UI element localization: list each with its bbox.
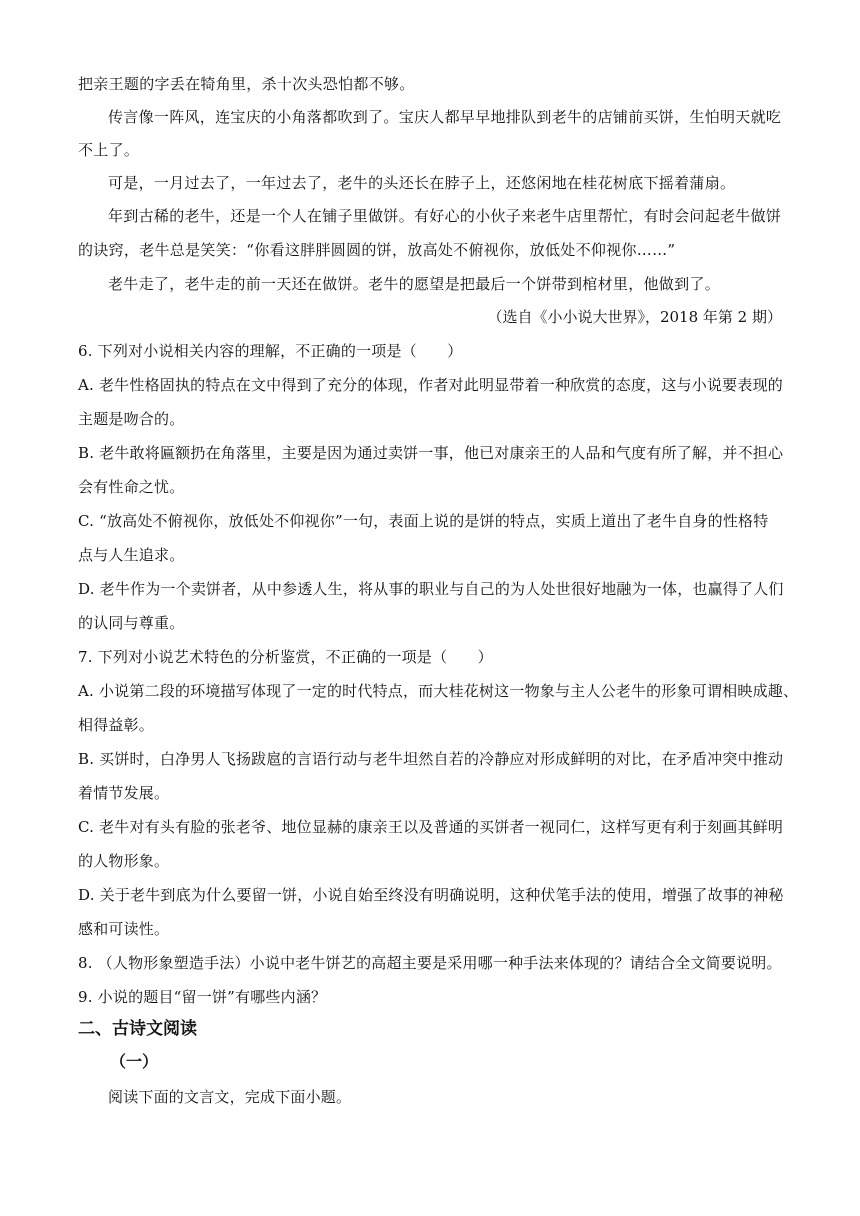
question-7-option-d-line-2: 感和可读性。: [78, 920, 170, 938]
question-7: 7. 下列对小说艺术特色的分析鉴赏，不正确的一项是（ ）: [78, 648, 493, 666]
section-heading: 二、古诗文阅读: [78, 1019, 197, 1039]
question-7-option-c-line-1: C. 老牛对有头有脸的张老爷、地位显赫的康亲王以及普通的买饼者一视同仁，这样写更有利于刻画其鲜明: [78, 818, 784, 836]
question-7-option-a-line-2: 相得益彰。: [78, 716, 155, 734]
question-6-option-b-line-2: 会有性命之忧。: [78, 478, 185, 496]
story-paragraph-2-line-2: 不上了。: [78, 141, 140, 159]
section-instruction: 阅读下面的文言文，完成下面小题。: [108, 1088, 352, 1106]
story-paragraph-2-line-1: 传言像一阵风，连宝庆的小角落都吹到了。宝庆人都早早地排队到老牛的店铺前买饼，生怕明天就吃: [108, 108, 782, 126]
question-6-option-a-line-2: 主题是吻合的。: [78, 410, 185, 428]
story-paragraph-4-line-1: 年到古稀的老牛，还是一个人在铺子里做饼。有好心的小伙子来老牛店里帮忙，有时会问起老牛做饼: [108, 207, 782, 225]
story-paragraph-4-line-2: 的诀窍，老牛总是笑笑：“你看这胖胖圆圆的饼，放高处不俯视你，放低处不仰视你……”: [78, 241, 676, 259]
question-6-option-c-line-2: 点与人生追求。: [78, 546, 185, 564]
question-8: 8. （人物形象塑造手法）小说中老牛饼艺的高超主要是采用哪一种手法来体现的？请结合全文简要说明。: [78, 954, 782, 972]
question-6-option-d-line-2: 的认同与尊重。: [78, 614, 185, 632]
question-6-option-d-line-1: D. 老牛作为一个卖饼者，从中参透人生，将从事的职业与自己的为人处世很好地融为一体，也赢得了人们: [78, 580, 784, 598]
source-citation: （选自《小小说大世界》，2018 年第 2 期）: [487, 308, 782, 326]
question-7-option-b-line-2: 着情节发展。: [78, 784, 170, 802]
question-7-option-a-line-1: A. 小说第二段的环境描写体现了一定的时代特点，而大桂花树这一物象与主人公老牛的形象可谓相映成趣、: [78, 682, 799, 700]
question-7-option-d-line-1: D. 关于老牛到底为什么要留一饼，小说自始至终没有明确说明，这种伏笔手法的使用，增强了故事的神秘: [78, 886, 784, 904]
question-6-option-a-line-1: A. 老牛性格固执的特点在文中得到了充分的体现，作者对此明显带着一种欣赏的态度，这与小说要表现的: [78, 376, 783, 394]
story-paragraph-5-line-1: 老牛走了，老牛走的前一天还在做饼。老牛的愿望是把最后一个饼带到棺材里，他做到了。: [108, 275, 721, 293]
question-7-option-c-line-2: 的人物形象。: [78, 852, 170, 870]
story-paragraph-3-line-1: 可是，一月过去了，一年过去了，老牛的头还长在脖子上，还悠闲地在桂花树底下摇着蒲扇。: [108, 174, 736, 192]
section-subheading: （一）: [110, 1052, 159, 1071]
question-7-option-b-line-1: B. 买饼时，白净男人飞扬跋扈的言语行动与老牛坦然自若的冷静应对形成鲜明的对比，在矛盾冲突中推动: [78, 750, 784, 768]
question-6-option-c-line-1: C. “放高处不俯视你，放低处不仰视你”一句，表面上说的是饼的特点，实质上道出了老牛自身的性格特: [78, 512, 769, 530]
question-9: 9. 小说的题目“留一饼”有哪些内涵？: [78, 988, 327, 1006]
question-6-option-b-line-1: B. 老牛敢将匾额扔在角落里，主要是因为通过卖饼一事，他已对康亲王的人品和气度有所了解，并不担心: [78, 444, 784, 462]
question-6: 6. 下列对小说相关内容的理解，不正确的一项是（ ）: [78, 342, 463, 360]
story-paragraph-1-line-1: 把亲王题的字丢在犄角里，杀十次头恐怕都不够。: [78, 75, 415, 93]
